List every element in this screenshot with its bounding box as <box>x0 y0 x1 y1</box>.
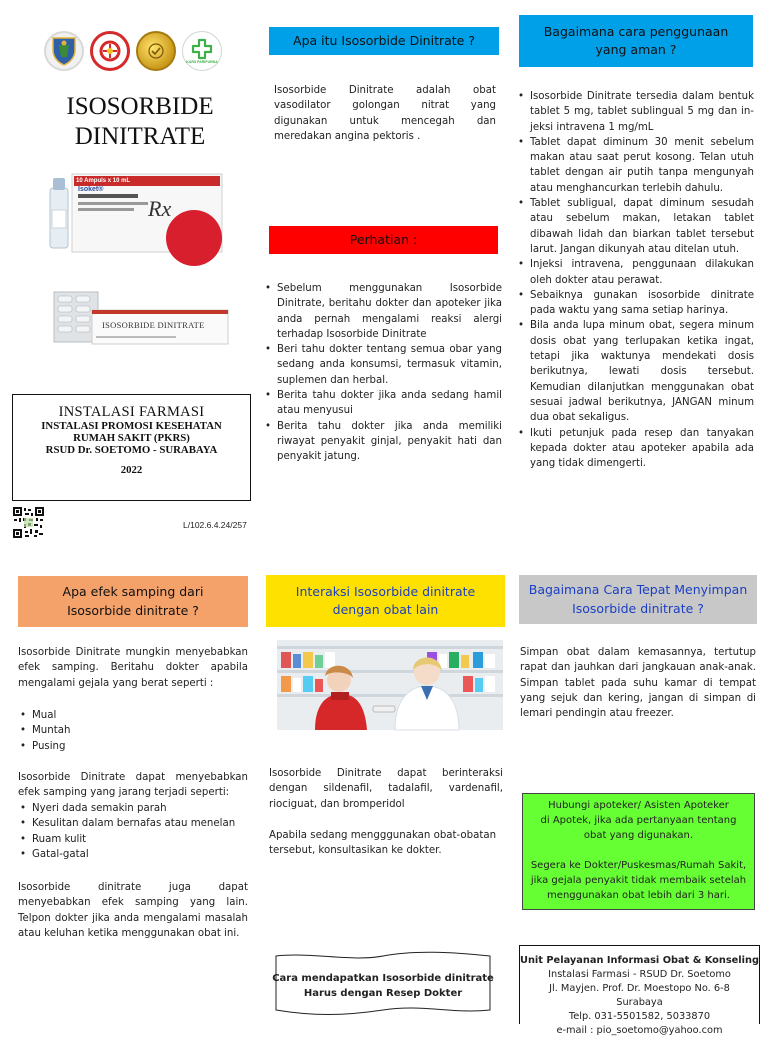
box-top-label: 10 Ampuls x 10 mL <box>76 178 131 184</box>
page-title <box>40 92 240 152</box>
advice-line-3: obat yang digunakan. <box>583 830 694 841</box>
list-item: • Beri tahu dokter tentang semua obar yang sedang anda konsumsi, termasuk vitamin, suplemen dan herbal. <box>265 342 502 388</box>
heading-warning: Perhatian : <box>269 226 498 254</box>
storage-text: Simpan obat dalam kemasannya, tertutup rapat dan jauhkan dari jangkauan anak-anak. Simpan tablet pada suhu kamar di tempat yang sejuk dan kering, jangan di simpan di lemari pendingin atau freezer. <box>520 647 756 720</box>
heading-safe-use: Bagaimana cara penggunaan yang aman ? <box>519 15 753 67</box>
advice-line-1: Hubungi apoteker/ Asisten Apoteker <box>548 800 729 811</box>
crest-icon <box>44 31 84 71</box>
interaction-text: Isosorbide Dinitrate dapat berinteraksi dengan sildenafil, tadalafil, vardenafil, riociguat, dan bromperidol <box>269 768 503 810</box>
note-line-1: Cara mendapatkan Isosorbide dinitrate <box>272 973 494 984</box>
list-item: • Bila anda lupa minum obat, segera minum dosis obat yang terlupakan ketika ingat, tetapi jika waktunya mendekati dosis berikutnya, lewati dosis tersebut. Kemudian dilanjutkan menggunakan obat sesuai jadwal berikutnya, JANGAN minum dua obat sekaligus. <box>518 318 754 425</box>
list-item: • Sebelum menggunakan Isosorbide Dinitrate, beritahu dokter dan apoteker jika anda pernah mengalami reaksi alergi terhadap Isosorbide Dinitrate <box>265 281 502 342</box>
list-item: • Berita tahu dokter jika anda sedang hamil atau menyusui <box>265 388 502 419</box>
list-item: • Mual <box>20 708 246 723</box>
advice-line-6: menggunakan obat lebih dari 3 hari. <box>547 890 730 901</box>
common-effects-list <box>20 708 246 754</box>
product-photo-ampoule-box <box>44 168 226 256</box>
interaction-advice: Apabila sedang mengggunakan obat-obatan tersebut, konsultasikan ke dokter. <box>269 830 497 857</box>
note-line-2: Harus dengan Resep Dokter <box>303 988 463 999</box>
advice-line-5: jika gejala penyakit tidak membaik setelah <box>530 875 747 886</box>
side-effects-outro: Isosorbide dinitrate juga dapat menyebabkan efek samping yang lain. Telpon dokter jika anda mengalami masalah atau keluhan ketika menggunakan obat ini. <box>18 882 248 939</box>
contact-line-5: e-mail : pio_soetomo@yahoo.com <box>556 1025 723 1036</box>
contact-line-2: Jl. Mayjen. Prof. Dr. Moestopo No. 6-8 <box>549 983 730 994</box>
document-code: L/102.6.4.24/257 <box>183 520 247 530</box>
contact-line-3: Surabaya <box>616 997 663 1008</box>
list-item: • Berita tahu dokter jika anda memiliki riwayat penyakit ginjal, penyakit hati dan penyakit jatung. <box>265 419 502 465</box>
list-item: • Tablet subligual, dapat diminum sesudah atau sebelum makan, letakan tablet dibawah lidah dan biarkan tablet tersebut larut. Jangan dikunyah atau ditelan utuh. <box>518 196 754 257</box>
advice-line-4: Segera ke Dokter/Puskesmas/Rumah Sakit, <box>530 860 747 871</box>
list-item: • Kesulitan dalam bernafas atau menelan <box>20 816 246 831</box>
box2-label: ISOSORBIDE DINITRATE <box>102 320 205 330</box>
heading-side-effects: Apa efek samping dari Isosorbide dinitrate ? <box>18 576 248 627</box>
list-item: • Isosorbide Dinitrate tersedia dalam bentuk tablet 5 mg, tablet sublingual 5 mg dan in-jeksi intravena 1 mg/mL <box>518 89 754 135</box>
pharmacy-photo <box>277 640 503 730</box>
org-name: INSTALASI FARMASI <box>58 404 205 420</box>
list-item: • Gatal-gatal <box>20 847 246 862</box>
list-item: • Muntah <box>20 723 246 738</box>
product-photo-tablet-box <box>52 288 230 346</box>
rare-effects-intro: Isosorbide Dinitrate dapat menyebabkan efek samping yang jarang terjadi seperti: <box>18 772 248 799</box>
hospital-accreditation-icon <box>90 31 130 71</box>
org-line-3: RUMAH SAKIT (PKRS) <box>73 432 190 444</box>
org-year: 2022 <box>120 464 143 476</box>
usage-list <box>518 89 754 471</box>
logo-row <box>44 31 224 75</box>
list-item: • Tablet dapat diminum 30 menit sebelum makan atau saat perut kosong. Telan utuh tablet dengan air putih tanpa mengunyah atau menghancurkan terlebih dahulu. <box>518 135 754 196</box>
heading-what-is: Apa itu Isosorbide Dinitrate ? <box>269 27 499 55</box>
list-item: • Ikuti petunjuk pada resep dan tanyakan kepada dokter atau apoteker apabila ada yang tidak dimengerti. <box>518 426 754 472</box>
rare-effects-list <box>20 801 246 862</box>
list-item: • Injeksi intravena, penggunaan dilakukan oleh dokter atau perawat. <box>518 257 754 288</box>
box-brand: Isoket® <box>78 186 104 193</box>
side-effects-intro: Isosorbide Dinitrate mungkin menyebabkan efek samping. Beritahu dokter apabila mengalami gejala yang berat seperti : <box>18 647 248 689</box>
prescription-note <box>272 952 494 1016</box>
organization-box <box>12 394 251 501</box>
contact-info-box <box>519 945 760 1036</box>
title-line-2: DINITRATE <box>74 123 206 150</box>
list-item: • Pusing <box>20 739 246 754</box>
list-item: • Nyeri dada semakin parah <box>20 801 246 816</box>
contact-line-1: Instalasi Farmasi - RSUD Dr. Soetomo <box>548 969 731 980</box>
contact-title: Unit Pelayanan Informasi Obat & Konseling <box>520 955 760 966</box>
list-item: • Ruam kulit <box>20 832 246 847</box>
org-line-4: RSUD Dr. SOETOMO - SURABAYA <box>45 444 218 456</box>
intro-text: Isosorbide Dinitrate adalah obat vasodilator golongan nitrat yang digunakan untuk mencegah dan meredakan angina pektoris . <box>274 85 496 142</box>
contact-advice-box <box>522 793 755 910</box>
warning-list <box>265 281 502 465</box>
org-line-2: INSTALASI PROMOSI KESEHATAN <box>41 420 222 432</box>
list-item: • Sebaiknya gunakan isosorbide dinitrate pada waktu yang sama setiap harinya. <box>518 288 754 319</box>
title-line-1: ISOSORBIDE <box>66 93 214 120</box>
advice-line-2: di Apotek, jika ada pertanyaan tentang <box>540 815 737 826</box>
gold-seal-icon <box>136 31 176 71</box>
logo-caption: KARS PARIPURNA <box>186 60 218 64</box>
heading-storage: Bagaimana Cara Tepat Menyimpan Isosorbide dinitrate ? <box>519 575 757 624</box>
contact-line-4: Telp. 031-5501582, 5033870 <box>568 1011 711 1022</box>
heading-interactions: Interaksi Isosorbide dinitrate dengan obat lain <box>266 575 505 627</box>
rx-symbol: Rx <box>148 196 172 221</box>
pharmacy-cross-icon <box>182 31 222 71</box>
qr-code-icon <box>13 507 44 538</box>
